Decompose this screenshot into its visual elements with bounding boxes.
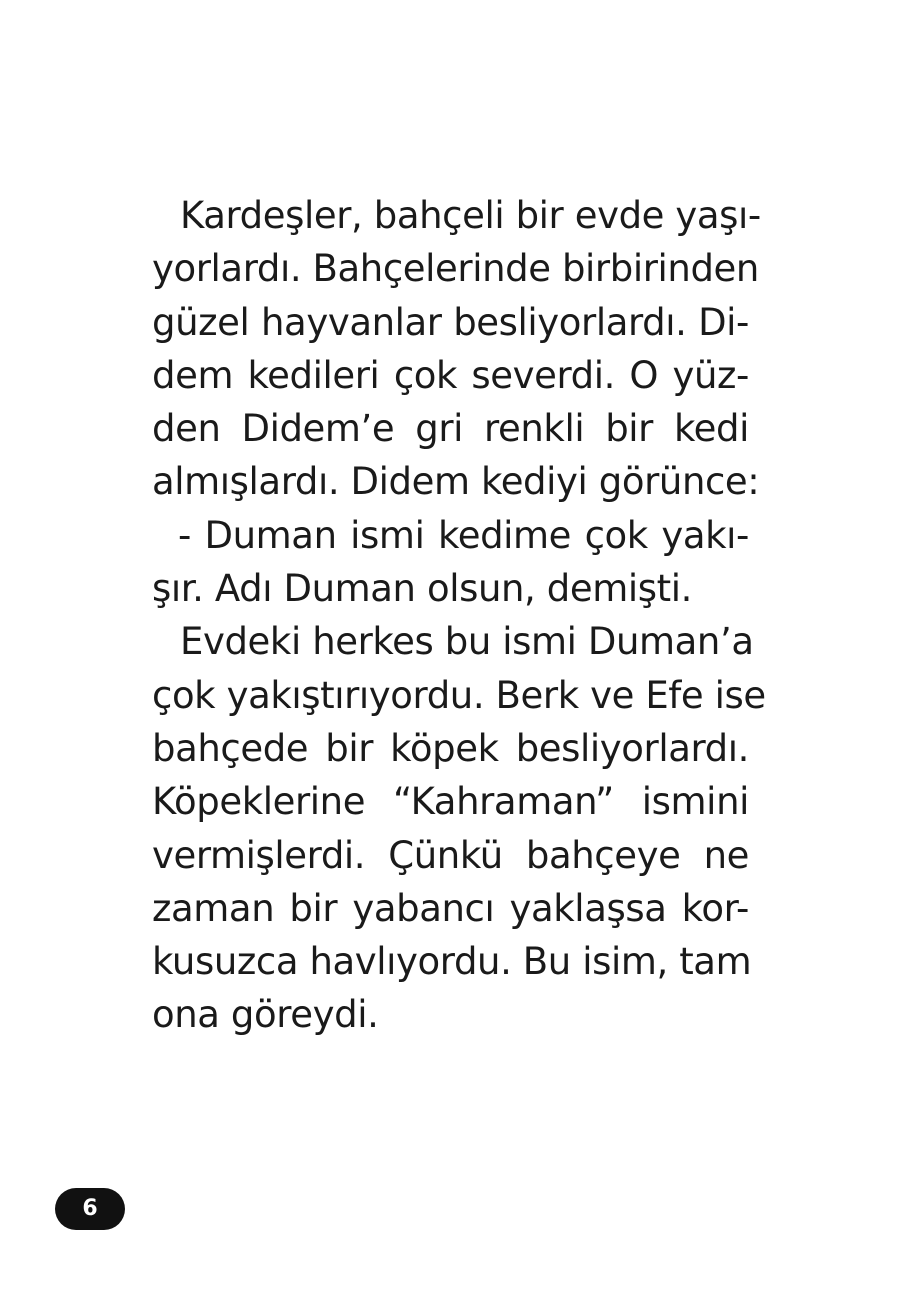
text-line: Köpeklerine “Kahraman” ismini — [152, 780, 749, 824]
paragraph-1 — [152, 189, 761, 509]
text-line: kusuzca havlıyordu. Bu isim, tam — [152, 940, 752, 984]
text-line: dem kedileri çok severdi. O yüz- — [152, 353, 749, 397]
text-line: den Didem’e gri renkli bir kedi — [152, 407, 749, 451]
text-line: zaman bir yabancı yaklaşsa kor- — [152, 886, 749, 930]
text-line: çok yakıştırıyordu. Berk ve Efe ise — [152, 673, 766, 717]
text-line: Kardeşler, bahçeli bir evde yaşı- — [180, 194, 761, 237]
text-line: - Duman ismi kedime çok yakı- — [178, 513, 749, 557]
text-line: güzel hayvanlar besliyorlardı. Di- — [152, 300, 749, 344]
text-line: ona göreydi. — [152, 993, 379, 1037]
text-line: şır. Adı Duman olsun, demişti. — [152, 567, 692, 611]
text-line: Evdeki herkes bu ismi Duman’a — [180, 620, 754, 664]
paragraph-3 — [152, 615, 766, 1041]
text-line: vermişlerdi. Çünkü bahçeye ne — [152, 833, 749, 877]
body-text — [152, 189, 766, 1042]
text-line: almışlardı. Didem kediyi görünce: — [152, 460, 760, 504]
paragraph-2-dialogue — [152, 509, 749, 616]
text-line: bahçede bir köpek besliyorlardı. — [152, 726, 749, 770]
page-number-badge: 6 — [55, 1188, 125, 1230]
text-line: yorlardı. Bahçelerinde birbirinden — [152, 247, 759, 291]
